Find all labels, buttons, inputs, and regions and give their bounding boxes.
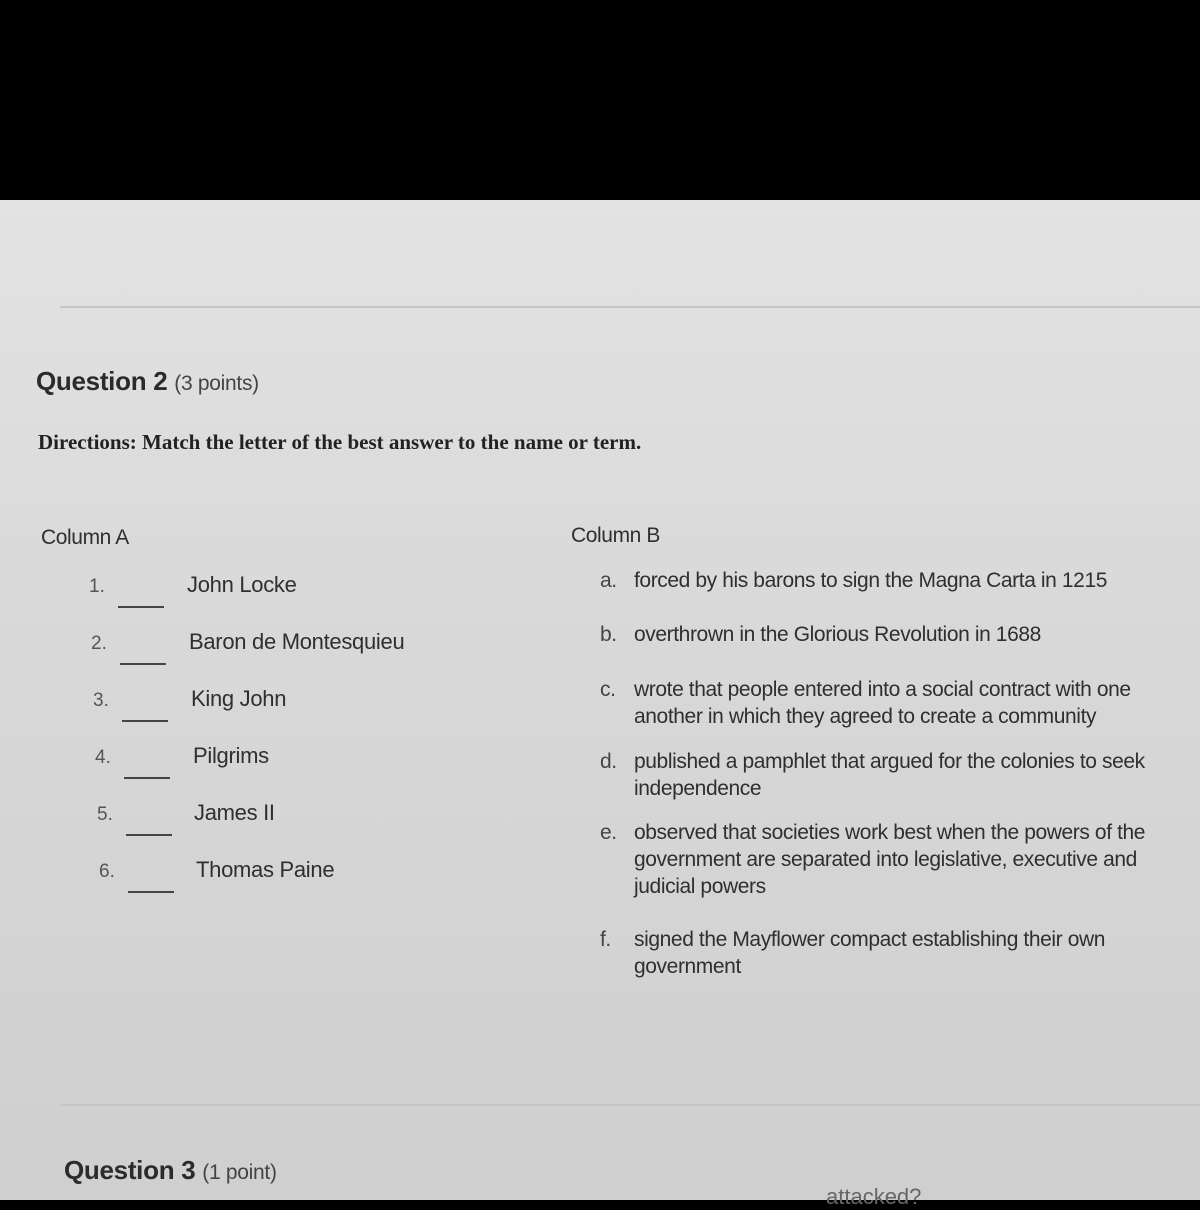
item-term: Baron de Montesquieu — [189, 629, 405, 654]
answer-blank[interactable] — [118, 606, 164, 608]
directions-text: Match the letter of the best answer to the name or term. — [142, 430, 642, 454]
option-letter: e. — [600, 821, 617, 844]
question-3-partial-text: attacked? — [826, 1184, 922, 1209]
answer-blank[interactable] — [124, 777, 170, 779]
option-text: published a pamphlet that argued for the colonies to seek independence — [634, 750, 1145, 800]
item-term: James II — [194, 800, 275, 825]
item-term: Pilgrims — [193, 743, 269, 768]
item-number: 4. — [95, 747, 111, 768]
question-2-title — [36, 366, 259, 397]
column-a-header: Column A — [41, 526, 129, 549]
directions-label: Directions: — [38, 430, 137, 454]
option-f — [600, 926, 1160, 980]
option-letter: a. — [600, 569, 617, 592]
directions — [38, 430, 641, 455]
option-text: wrote that people entered into a social contract with one another in which they agreed to create a community — [634, 678, 1131, 728]
item-number: 5. — [97, 804, 113, 825]
item-number: 1. — [89, 576, 105, 597]
answer-blank[interactable] — [128, 891, 174, 893]
question-2-points: (3 points) — [174, 372, 259, 395]
option-c — [600, 676, 1160, 730]
item-number: 2. — [91, 633, 107, 654]
option-text: forced by his barons to sign the Magna Carta in 1215 — [634, 569, 1107, 592]
option-text: observed that societies work best when the powers of the government are separated into legislative, executive and judicial powers — [634, 821, 1146, 898]
answer-blank[interactable] — [126, 834, 172, 836]
option-e — [600, 819, 1160, 900]
option-letter: c. — [600, 678, 616, 701]
question-2-label: Question 2 — [36, 366, 168, 396]
item-term: King John — [191, 686, 287, 711]
option-letter: d. — [600, 750, 617, 773]
option-letter: b. — [600, 623, 617, 646]
option-text: overthrown in the Glorious Revolution in 1688 — [634, 623, 1041, 646]
item-term: Thomas Paine — [196, 857, 335, 882]
section-divider-bottom — [60, 1104, 1200, 1106]
option-a — [600, 567, 1160, 594]
option-text: signed the Mayflower compact establishing their own government — [634, 928, 1106, 978]
question-3-points: (1 point) — [202, 1161, 277, 1184]
answer-blank[interactable] — [122, 720, 168, 722]
item-number: 6. — [99, 861, 115, 882]
question-3-label: Question 3 — [64, 1155, 196, 1185]
item-number: 3. — [93, 690, 109, 711]
option-b — [600, 621, 1160, 648]
question-3-title — [64, 1155, 277, 1186]
option-letter: f. — [600, 928, 611, 951]
option-d — [600, 748, 1160, 802]
quiz-page — [0, 200, 1200, 1209]
answer-blank[interactable] — [120, 663, 166, 665]
section-divider-top — [60, 306, 1200, 308]
column-b-header: Column B — [571, 524, 661, 547]
item-term: John Locke — [187, 572, 297, 597]
